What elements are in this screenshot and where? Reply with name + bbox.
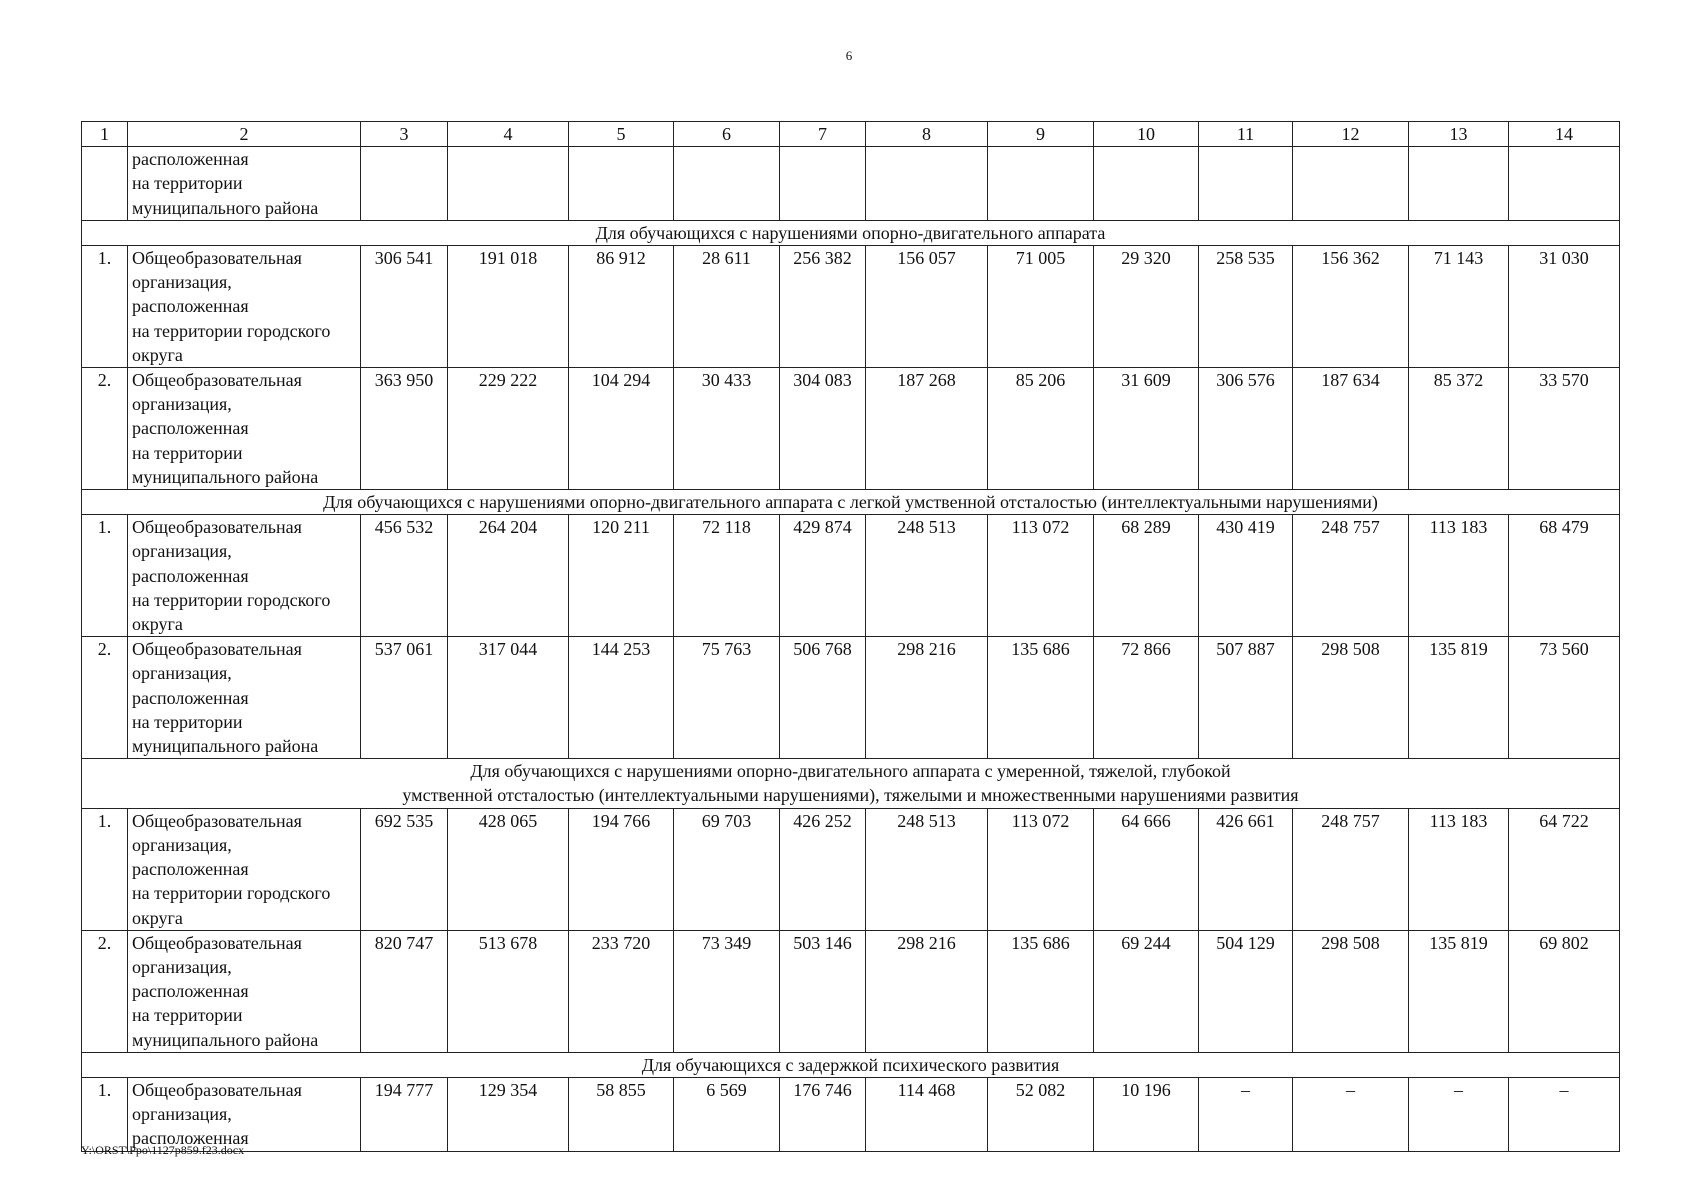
table-row [82,368,1620,490]
value-cell: 506 768 [780,637,866,759]
value-cell: 6 569 [674,1077,780,1151]
value-cell: 75 763 [674,637,780,759]
column-number: 11 [1199,122,1293,147]
organization-name: Общеобразовательная организация, расположенная на территории муниципального района [128,368,361,490]
value-cell: 430 419 [1199,515,1293,637]
value-cell: 248 757 [1293,808,1409,930]
value-cell: 114 468 [866,1077,988,1151]
value-cell: 58 855 [569,1077,674,1151]
value-cell: 191 018 [448,246,569,368]
value-cell: 73 560 [1509,637,1620,759]
value-cell: – [1509,1077,1620,1151]
column-number: 7 [780,122,866,147]
value-cell: 64 666 [1094,808,1199,930]
table-row [82,515,1620,637]
section-header-row [82,1052,1620,1077]
column-number: 14 [1509,122,1620,147]
section-header-row [82,759,1620,808]
row-index: 1. [82,246,128,368]
value-cell: 504 129 [1199,930,1293,1052]
value-cell: 503 146 [780,930,866,1052]
page-number: 6 [845,48,853,63]
value-cell: 135 686 [988,637,1094,759]
value-cell: – [1293,1077,1409,1151]
data-table [81,121,1620,1152]
value-cell [1199,147,1293,221]
value-cell: 104 294 [569,368,674,490]
value-cell [866,147,988,221]
value-cell: 256 382 [780,246,866,368]
value-cell: 426 252 [780,808,866,930]
value-cell: 68 479 [1509,515,1620,637]
value-cell [569,147,674,221]
value-cell: 258 535 [1199,246,1293,368]
table-row [82,930,1620,1052]
column-number: 3 [361,122,448,147]
value-cell: 69 703 [674,808,780,930]
value-cell: 187 268 [866,368,988,490]
value-cell: – [1199,1077,1293,1151]
table-row [82,246,1620,368]
value-cell: 537 061 [361,637,448,759]
value-cell: 456 532 [361,515,448,637]
value-cell: 113 072 [988,808,1094,930]
value-cell: 363 950 [361,368,448,490]
value-cell: 187 634 [1293,368,1409,490]
organization-name: Общеобразовательная организация, расположенная на территории городского округа [128,246,361,368]
column-number: 10 [1094,122,1199,147]
value-cell: 71 005 [988,246,1094,368]
value-cell: 298 216 [866,930,988,1052]
value-cell: 298 508 [1293,637,1409,759]
value-cell: 10 196 [1094,1077,1199,1151]
value-cell [1293,147,1409,221]
value-cell: 194 777 [361,1077,448,1151]
value-cell: 86 912 [569,246,674,368]
value-cell: 85 372 [1409,368,1509,490]
value-cell: 33 570 [1509,368,1620,490]
row-index: 1. [82,808,128,930]
value-cell [361,147,448,221]
row-index [82,147,128,221]
value-cell: 69 244 [1094,930,1199,1052]
value-cell [448,147,569,221]
value-cell: 129 354 [448,1077,569,1151]
table-row [82,637,1620,759]
value-cell: 64 722 [1509,808,1620,930]
value-cell [780,147,866,221]
value-cell: 68 289 [1094,515,1199,637]
table-row [82,808,1620,930]
column-number: 2 [128,122,361,147]
value-cell: 85 206 [988,368,1094,490]
value-cell: 28 611 [674,246,780,368]
value-cell: 248 513 [866,515,988,637]
value-cell: 820 747 [361,930,448,1052]
value-cell: 135 819 [1409,930,1509,1052]
value-cell: 156 362 [1293,246,1409,368]
value-cell: 304 083 [780,368,866,490]
row-index: 2. [82,930,128,1052]
value-cell: 72 866 [1094,637,1199,759]
footer-file-path: Y:\ORST\Ppo\1127p859.f23.docx [81,1143,245,1157]
section-title: Для обучающихся с нарушениями опорно-двигательного аппарата [82,220,1620,245]
value-cell: 306 576 [1199,368,1293,490]
value-cell: 31 030 [1509,246,1620,368]
column-number: 5 [569,122,674,147]
column-number: 13 [1409,122,1509,147]
section-title: Для обучающихся с задержкой психического развития [82,1052,1620,1077]
value-cell: 507 887 [1199,637,1293,759]
value-cell: 317 044 [448,637,569,759]
value-cell: 248 757 [1293,515,1409,637]
value-cell: 426 661 [1199,808,1293,930]
row-index: 2. [82,368,128,490]
column-number: 1 [82,122,128,147]
value-cell: 306 541 [361,246,448,368]
section-title: Для обучающихся с нарушениями опорно-двигательного аппарата с умеренной, тяжелой, глубокой умственной отсталостью (интеллектуальными нарушениями), тяжелыми и множественными нарушениями развития [82,759,1620,808]
row-index: 1. [82,1077,128,1151]
value-cell: 692 535 [361,808,448,930]
value-cell: 113 183 [1409,515,1509,637]
value-cell: 156 057 [866,246,988,368]
value-cell: 176 746 [780,1077,866,1151]
organization-name: Общеобразовательная организация, расположенная [128,1077,361,1151]
value-cell: 69 802 [1509,930,1620,1052]
value-cell: 31 609 [1094,368,1199,490]
column-number: 4 [448,122,569,147]
organization-name: Общеобразовательная организация, расположенная на территории муниципального района [128,637,361,759]
value-cell: 120 211 [569,515,674,637]
value-cell: 71 143 [1409,246,1509,368]
value-cell: 73 349 [674,930,780,1052]
value-cell: 135 819 [1409,637,1509,759]
value-cell: 29 320 [1094,246,1199,368]
value-cell: 248 513 [866,808,988,930]
column-number-row [82,122,1620,147]
column-number: 9 [988,122,1094,147]
row-index: 2. [82,637,128,759]
value-cell: 72 118 [674,515,780,637]
value-cell [988,147,1094,221]
value-cell [1409,147,1509,221]
value-cell: 113 183 [1409,808,1509,930]
column-number: 12 [1293,122,1409,147]
section-header-row [82,220,1620,245]
value-cell: 264 204 [448,515,569,637]
table-row [82,147,1620,221]
value-cell: 429 874 [780,515,866,637]
value-cell [1094,147,1199,221]
value-cell: 52 082 [988,1077,1094,1151]
column-number: 8 [866,122,988,147]
organization-name: Общеобразовательная организация, расположенная на территории муниципального района [128,930,361,1052]
value-cell: 113 072 [988,515,1094,637]
value-cell: – [1409,1077,1509,1151]
value-cell: 194 766 [569,808,674,930]
column-number: 6 [674,122,780,147]
value-cell [674,147,780,221]
row-index: 1. [82,515,128,637]
table-row [82,1077,1620,1151]
section-header-row [82,490,1620,515]
section-title: Для обучающихся с нарушениями опорно-двигательного аппарата с легкой умственной отсталостью (интеллектуальными нарушениями) [82,490,1620,515]
value-cell: 30 433 [674,368,780,490]
value-cell: 513 678 [448,930,569,1052]
value-cell: 298 216 [866,637,988,759]
value-cell: 135 686 [988,930,1094,1052]
organization-name: Общеобразовательная организация, расположенная на территории городского округа [128,515,361,637]
value-cell: 144 253 [569,637,674,759]
value-cell [1509,147,1620,221]
value-cell: 233 720 [569,930,674,1052]
organization-name: Общеобразовательная организация, расположенная на территории городского округа [128,808,361,930]
value-cell: 428 065 [448,808,569,930]
organization-name: расположенная на территории муниципального района [128,147,361,221]
value-cell: 229 222 [448,368,569,490]
value-cell: 298 508 [1293,930,1409,1052]
